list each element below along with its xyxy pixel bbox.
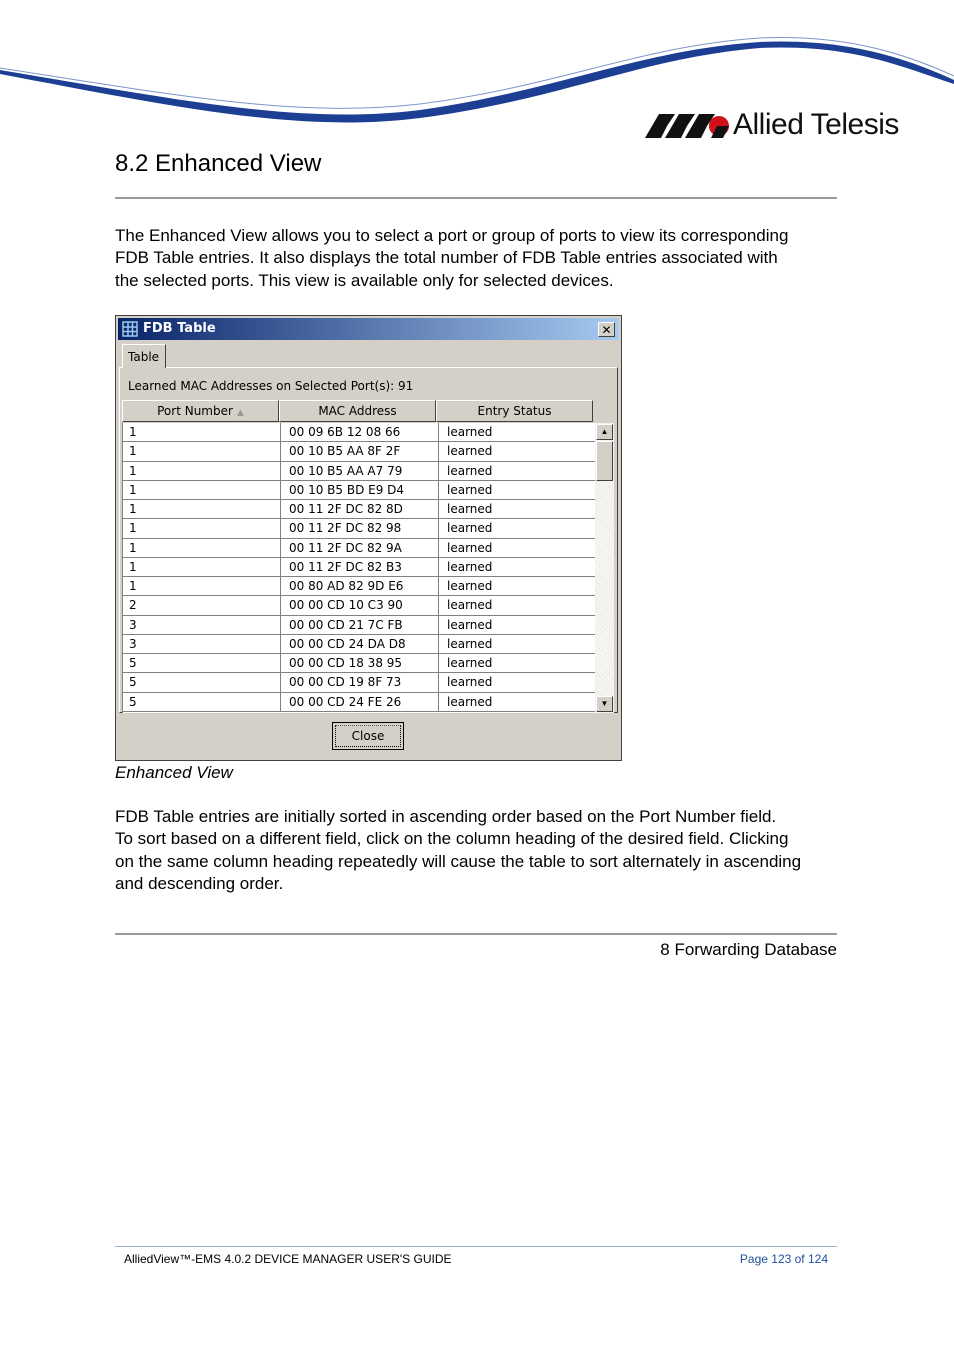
- table-row[interactable]: [123, 539, 595, 558]
- mac-address-cell: 00 09 6B 12 08 66: [281, 423, 439, 442]
- entry-status-cell: learned: [439, 423, 595, 442]
- scroll-up-icon[interactable]: ▲: [596, 424, 613, 440]
- allied-telesis-logo-icon: [645, 114, 729, 138]
- entry-status-cell: learned: [439, 539, 595, 558]
- column-header-label: Port Number: [157, 404, 233, 418]
- sort-ascending-icon: ▲: [236, 408, 244, 418]
- section-footer-divider: [115, 933, 837, 935]
- table-row[interactable]: [123, 693, 595, 712]
- title-divider: [115, 197, 837, 199]
- mac-address-cell: 00 00 CD 24 DA D8: [281, 635, 439, 654]
- table-row[interactable]: [123, 423, 595, 442]
- dialog-title: FDB Table: [143, 321, 216, 336]
- entry-status-cell: learned: [439, 635, 595, 654]
- column-header-label: MAC Address: [318, 404, 397, 418]
- column-header-entry-status[interactable]: [436, 400, 593, 422]
- mac-address-cell: 00 11 2F DC 82 8D: [281, 500, 439, 519]
- mac-address-cell: 00 10 B5 BD E9 D4: [281, 481, 439, 500]
- body-line: To sort based on a different field, click on the column heading of the desired field. Clicking: [115, 829, 789, 849]
- port-number-cell: 1: [123, 558, 281, 577]
- brand-name: Allied Telesis: [733, 108, 899, 141]
- tab-table[interactable]: Table: [122, 344, 166, 368]
- table-row[interactable]: [123, 481, 595, 500]
- mac-address-cell: 00 00 CD 19 8F 73: [281, 673, 439, 692]
- table-row[interactable]: [123, 635, 595, 654]
- body-paragraph: [115, 806, 840, 896]
- port-number-cell: 1: [123, 462, 281, 481]
- mac-address-cell: 00 00 CD 21 7C FB: [281, 616, 439, 635]
- entry-status-cell: learned: [439, 558, 595, 577]
- mac-address-cell: 00 80 AD 82 9D E6: [281, 577, 439, 596]
- close-button[interactable]: [332, 722, 404, 750]
- entry-status-cell: learned: [439, 442, 595, 461]
- port-number-cell: 1: [123, 577, 281, 596]
- entry-status-cell: learned: [439, 673, 595, 692]
- chapter-name: 8 Forwarding Database: [660, 940, 837, 959]
- table-row[interactable]: [123, 596, 595, 615]
- port-number-cell: 1: [123, 539, 281, 558]
- port-number-cell: 1: [123, 481, 281, 500]
- body-line: on the same column heading repeatedly will cause the table to sort alternately in ascending: [115, 851, 802, 871]
- scroll-down-icon[interactable]: ▼: [596, 696, 613, 712]
- intro-line: The Enhanced View allows you to select a port or group of ports to view its corresponding: [115, 226, 789, 245]
- table-row[interactable]: [123, 500, 595, 519]
- entry-status-cell: learned: [439, 616, 595, 635]
- entry-status-cell: learned: [439, 693, 595, 712]
- guide-title: AlliedView™-EMS 4.0.2 DEVICE MANAGER USER'S GUIDE: [124, 1252, 452, 1266]
- table-row[interactable]: [123, 673, 595, 692]
- close-button-label: Close: [335, 725, 401, 747]
- table-row[interactable]: [123, 577, 595, 596]
- fdb-table-body: [122, 423, 595, 713]
- port-number-cell: 1: [123, 519, 281, 538]
- mac-address-cell: 00 00 CD 10 C3 90: [281, 596, 439, 615]
- section-title: 8.2 Enhanced View: [115, 150, 322, 177]
- entry-status-cell: learned: [439, 519, 595, 538]
- entry-status-cell: learned: [439, 596, 595, 615]
- port-number-cell: 2: [123, 596, 281, 615]
- figure-caption: Enhanced View: [115, 763, 233, 782]
- dialog-titlebar[interactable]: [118, 318, 619, 340]
- table-grid-icon: [122, 321, 138, 337]
- intro-line: FDB Table entries. It also displays the total number of FDB Table entries associated with: [115, 248, 778, 268]
- port-number-cell: 1: [123, 500, 281, 519]
- table-row[interactable]: [123, 462, 595, 481]
- entry-status-cell: learned: [439, 654, 595, 673]
- port-number-cell: 1: [123, 442, 281, 461]
- entry-status-cell: learned: [439, 462, 595, 481]
- body-line: FDB Table entries are initially sorted in ascending order based on the Port Number field.: [115, 807, 777, 826]
- page-footer-divider: [115, 1246, 837, 1247]
- column-header-mac-address[interactable]: [279, 400, 436, 422]
- entry-status-cell: learned: [439, 481, 595, 500]
- close-icon[interactable]: ✕: [598, 322, 615, 337]
- port-number-cell: 5: [123, 673, 281, 692]
- table-row[interactable]: [123, 519, 595, 538]
- learned-count-label: Learned MAC Addresses on Selected Port(s): 91: [128, 379, 414, 393]
- table-row[interactable]: [123, 442, 595, 461]
- port-number-cell: 5: [123, 654, 281, 673]
- port-number-cell: 3: [123, 616, 281, 635]
- intro-line: the selected ports. This view is available only for selected devices.: [115, 270, 614, 290]
- scrollbar-thumb[interactable]: [596, 441, 613, 481]
- entry-status-cell: learned: [439, 577, 595, 596]
- fdb-table-dialog: [115, 315, 622, 761]
- vertical-scrollbar[interactable]: [595, 423, 614, 713]
- port-number-cell: 5: [123, 693, 281, 712]
- column-header-label: Entry Status: [477, 404, 552, 418]
- mac-address-cell: 00 11 2F DC 82 9A: [281, 539, 439, 558]
- allied-telesis-logo: [645, 108, 905, 148]
- body-line: and descending order.: [115, 874, 284, 894]
- mac-address-cell: 00 10 B5 AA 8F 2F: [281, 442, 439, 461]
- table-row[interactable]: [123, 558, 595, 577]
- mac-address-cell: 00 10 B5 AA A7 79: [281, 462, 439, 481]
- page-number: Page 123 of 124: [739, 1252, 828, 1266]
- intro-paragraph: [115, 225, 840, 292]
- mac-address-cell: 00 00 CD 18 38 95: [281, 654, 439, 673]
- table-row[interactable]: [123, 654, 595, 673]
- table-row[interactable]: [123, 616, 595, 635]
- column-header-port-number[interactable]: [122, 400, 279, 422]
- port-number-cell: 3: [123, 635, 281, 654]
- port-number-cell: 1: [123, 423, 281, 442]
- mac-address-cell: 00 00 CD 24 FE 26: [281, 693, 439, 712]
- mac-address-cell: 00 11 2F DC 82 98: [281, 519, 439, 538]
- mac-address-cell: 00 11 2F DC 82 B3: [281, 558, 439, 577]
- entry-status-cell: learned: [439, 500, 595, 519]
